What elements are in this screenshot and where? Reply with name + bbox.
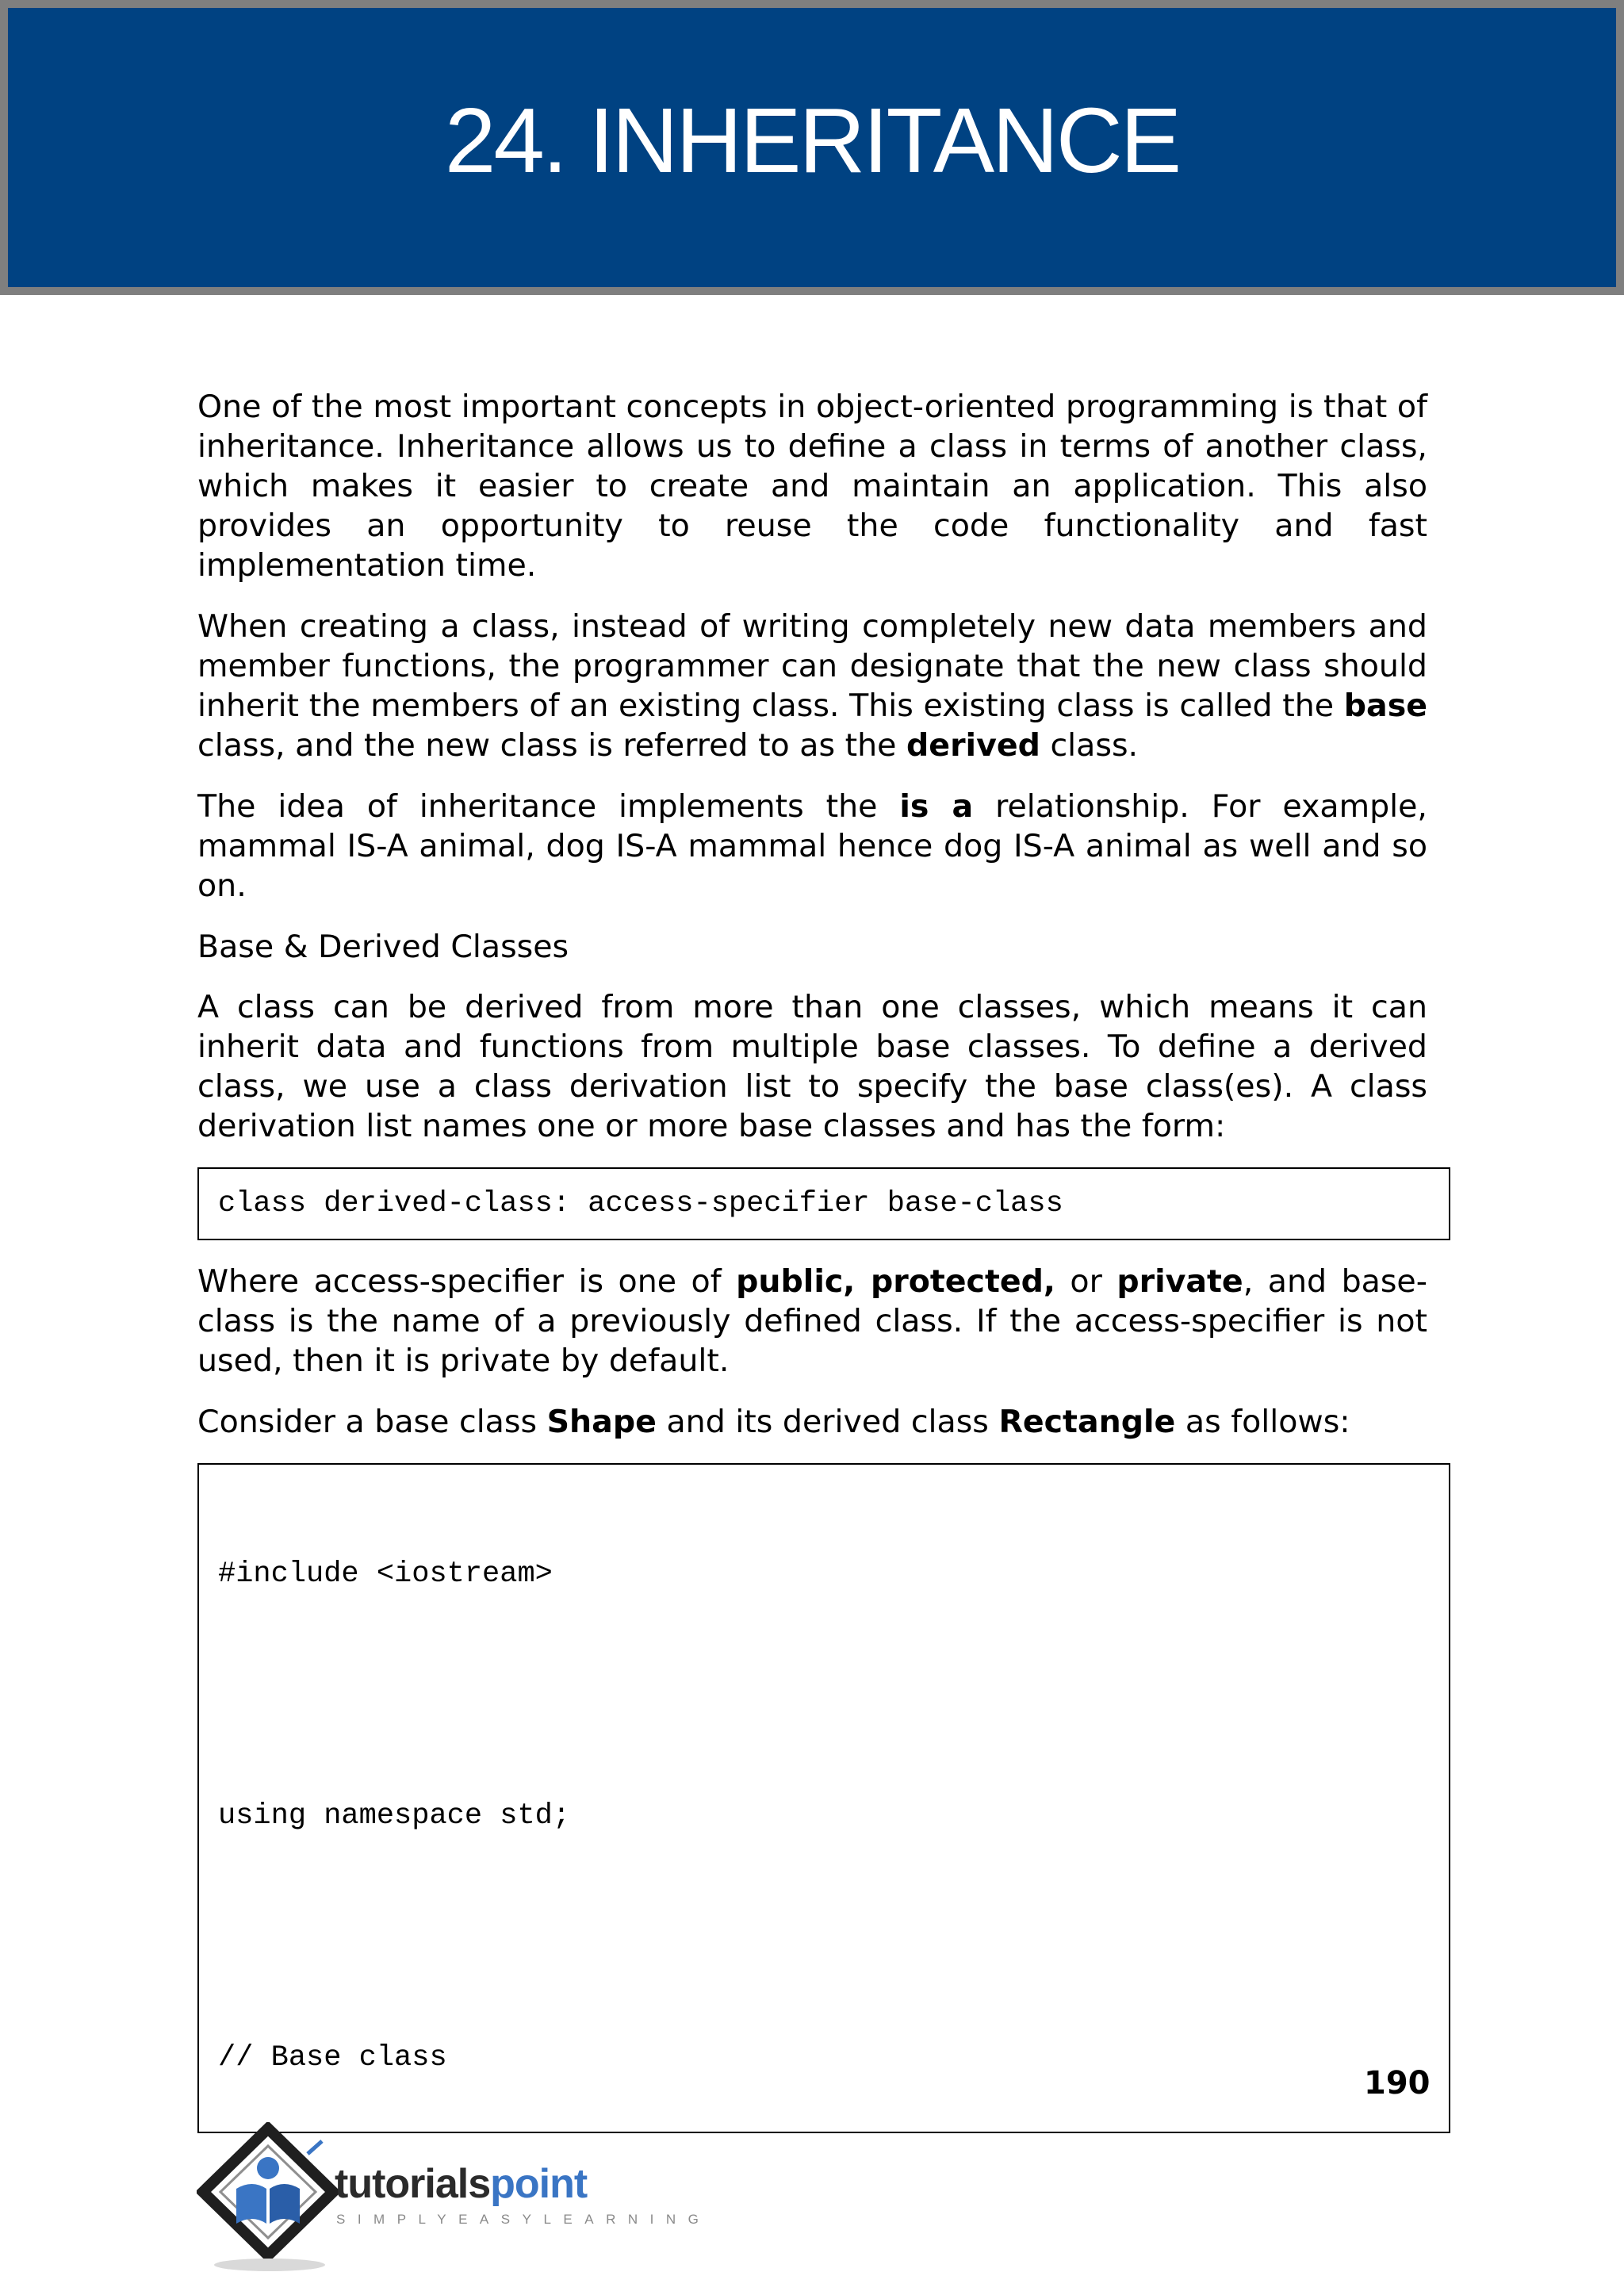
text-run: Where access-specifier is one of	[197, 1263, 737, 1300]
text-run: class.	[1040, 727, 1139, 764]
code-line: // Base class	[218, 2041, 447, 2075]
code-line	[218, 1914, 1449, 1968]
bold-term: public,	[736, 1263, 856, 1300]
paragraph-intro: One of the most important concepts in object-oriented programming is that of inheritance. Inheritance allows us to define a class in terms of another class, which makes it easier to create and maintain an application. This also provides an opportunity to reuse the code functionality and fast implementation time.	[197, 389, 1427, 584]
page-number: 190	[1364, 2065, 1431, 2102]
text-run: as follows:	[1175, 1404, 1350, 1440]
text-run: class, and the new class is referred to as the	[197, 727, 906, 764]
text-run: Consider a base class	[197, 1404, 547, 1440]
code-block-syntax: class derived-class: access-specifier base-class	[197, 1167, 1450, 1240]
bold-term: base	[1343, 688, 1427, 724]
text-run: The idea of inheritance implements the	[197, 788, 900, 825]
text-run: relationship. For example, mammal IS-A animal, dog IS-A mammal hence dog IS-A animal as well and so on.	[197, 788, 1427, 904]
bold-term: derived	[906, 727, 1040, 764]
logo-word-point: point	[490, 2161, 588, 2207]
text-run: and its derived class	[656, 1404, 999, 1440]
paragraph-derivation-list: A class can be derived from more than one classes, which means it can inherit data and functions from multiple base classes. To define a derived class, we use a class derivation list to specify the base class(es). A class derivation list names one or more base classes and has the form:	[197, 989, 1427, 1144]
logo-tagline: SIMPLYEASYLEARNING	[336, 2212, 711, 2227]
bold-term: protected,	[870, 1263, 1055, 1300]
page-content	[197, 387, 1431, 2133]
logo-wordmark	[335, 2160, 587, 2208]
paragraph-consider	[197, 1402, 1427, 1442]
chapter-title: 24. INHERITANCE	[444, 89, 1180, 192]
tutorialspoint-logo-icon	[197, 2122, 339, 2273]
paragraph-is-a	[197, 787, 1427, 906]
code-line: #include <iostream>	[218, 1557, 553, 1591]
code-line	[218, 1672, 1449, 1726]
logo-word-tutorials: tutorials	[335, 2161, 491, 2207]
bold-term: Rectangle	[998, 1404, 1176, 1440]
text-run	[855, 1263, 871, 1300]
text-run: or	[1055, 1263, 1117, 1300]
chapter-banner	[0, 0, 1624, 295]
text-run: When creating a class, instead of writing completely new data members and member functions, the programmer can designate that the new class should inherit the members of an existing class. This existing class is called the	[197, 608, 1427, 724]
paragraph-base-derived	[197, 607, 1427, 765]
paragraph-access-specifier	[197, 1262, 1427, 1381]
code-line: using namespace std;	[218, 1799, 571, 1833]
text-run: , and base-class is the name of a previously defined class. If the access-specifier is not used, then it is private by default.	[197, 1263, 1427, 1379]
bold-term: private	[1116, 1263, 1243, 1300]
section-heading: Base & Derived Classes	[197, 929, 569, 965]
bold-term: Shape	[546, 1404, 657, 1440]
bold-term: is a	[899, 788, 974, 825]
code-block-example	[197, 1463, 1450, 2133]
